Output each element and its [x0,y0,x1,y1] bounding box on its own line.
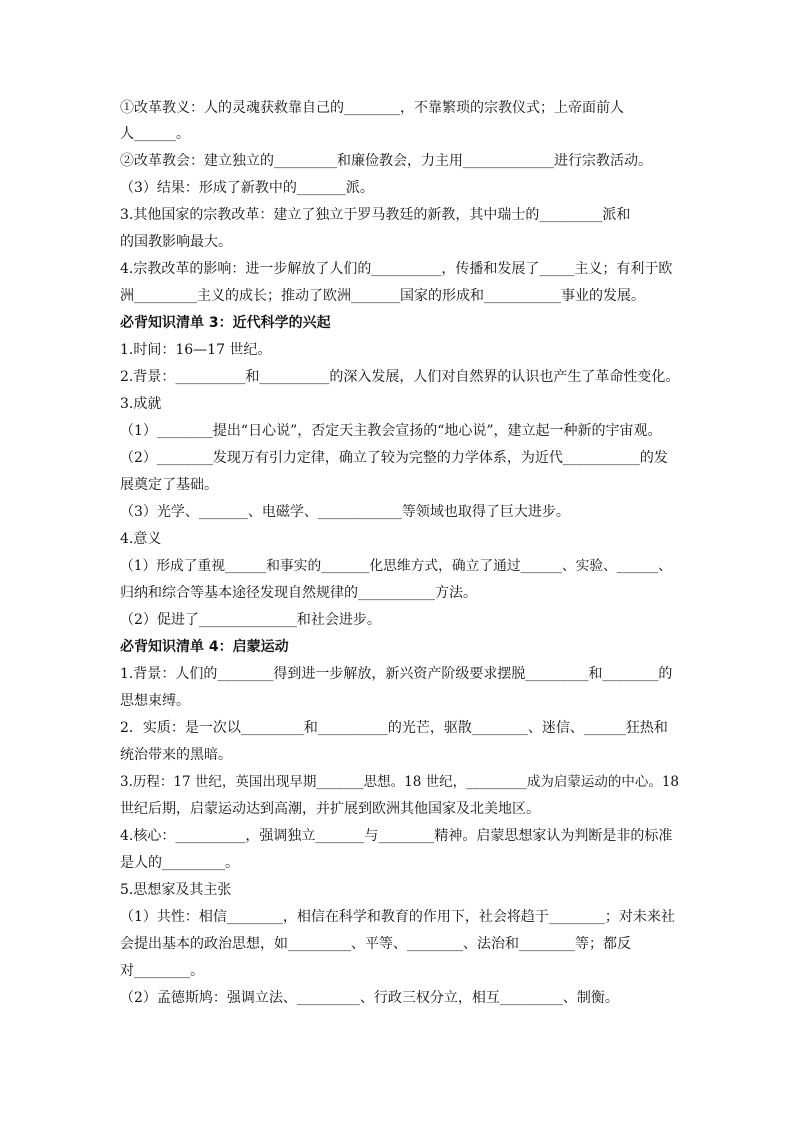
text-line: 会提出基本的政治思想，如_________、平等、________、法治和________等；都反 [120,936,631,952]
text-line: 统治带来的黑暗。 [120,747,232,763]
text-line: ①改革教义：人的灵魂获救靠自己的________，不靠繁琐的宗教仪式；上帝面前人 [120,100,624,116]
text-line: 归纳和综合等基本途径发现自然规律的___________方法。 [120,585,477,601]
text-line: 4.核心：__________，强调独立_______与________精神。启蒙思想家认为判断是非的标准 [120,828,673,844]
text-line: 人______。 [120,126,190,142]
text-line: （3）结果：形成了新教中的_______派。 [120,180,374,196]
text-line: 是人的_________。 [120,855,239,871]
text-line: 3.成就 [120,396,162,412]
section-heading: 必背知识清单 4：启蒙运动 [120,639,289,655]
text-line: 1.背景：人们的________得到进一步解放，新兴资产阶级要求摆脱_________和________的 [120,666,673,682]
text-line: 3.历程：17 世纪，英国出现早期_______思想。18 世纪，_________成为启蒙运动的中心。18 [120,774,679,790]
text-line: 2.背景：__________和__________的深入发展，人们对自然界的认识也产生了革命性变化。 [120,369,680,385]
text-line: 的国教影响最大。 [120,234,232,250]
text-line: 1.时间：16—17 世纪。 [120,342,272,358]
text-line: （1）形成了重视______和事实的_______化思维方式，确立了通过______、实验、______、 [120,558,672,574]
section-heading: 必背知识清单 3：近代科学的兴起 [120,315,331,331]
text-line: （2）促进了______________和社会进步。 [120,612,381,628]
text-line: 洲_________主义的成长；推动了欧洲_______国家的形成和___________事业的发展。 [120,288,645,304]
text-line: 对________。 [120,963,204,979]
text-line: （1）共性：相信________，相信在科学和教育的作用下，社会将趋于________；对未来社 [120,909,675,925]
text-line: 3.其他国家的宗教改革：建立了独立于罗马教廷的新教，其中瑞士的_________派和 [120,207,631,223]
text-line: （2）孟德斯鸠：强调立法、_________、行政三权分立，相互_________、制衡。 [120,990,619,1006]
text-line: （1）________提出“日心说”，否定天主教会宣扬的“地心说”，建立起一种新的宇宙观。 [120,423,662,439]
text-line: （3）光学、_______、电磁学、____________等领域也取得了巨大进步。 [120,504,570,520]
text-line: ②改革教会：建立独立的_________和廉俭教会，力主用_____________进行宗教活动。 [120,153,652,169]
text-line: 4.意义 [120,531,162,547]
text-line: 2．实质：是一次以_________和__________的光芒，驱散________、迷信、______狂热和 [120,720,668,736]
text-line: （2）________发现万有引力定律，确立了较为完整的力学体系，为近代___________的发 [120,450,668,466]
text-line: 思想束缚。 [120,693,190,709]
text-line: 5.思想家及其主张 [120,882,232,898]
text-line: 世纪后期，启蒙运动达到高潮，并扩展到欧洲其他国家及北美地区。 [120,801,540,817]
text-line: 展奠定了基础。 [120,477,218,493]
text-line: 4.宗教改革的影响：进一步解放了人们的__________，传播和发展了_____主义；有利于欧 [120,261,673,277]
